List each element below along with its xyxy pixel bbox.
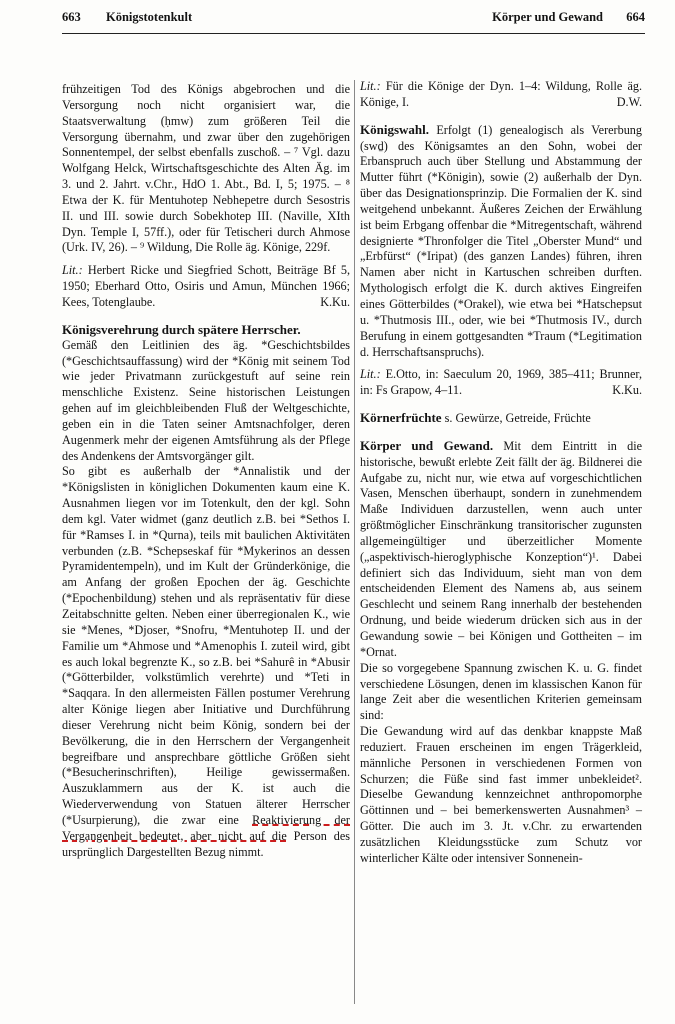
running-head-left: Königstotenkult	[106, 10, 193, 24]
author-signature: K.Ku.	[320, 294, 350, 309]
page-number-left: 663	[62, 10, 81, 24]
literature-block	[360, 367, 642, 399]
entry-paragraph: Gemäß den Leitlinien des äg. *Geschichtsbildes (*Geschichtsauffassung) wird der *König mit seinem Tod wie jeder Privatmann zurückgestuft auf seine rein menschliche Existenz. Seine historischen Leistungen gehen auf im gleichbleibenden Fluß der Weltgeschichte, geben ein in die Taten seiner Amtsnachfolger, deren Augenmerk mehr der eigenen Amtsführung als der Pflege des Andenkens der Amtsvorgänger gilt.	[62, 337, 350, 463]
entry-paragraph	[360, 122, 642, 361]
entry-text: So gibt es außerhalb der *Annalistik und der *Königslisten in königlichen Dokumenten kaum eine K. Ausnahmen liegen vor im Totenkult, den der kgl. Sohn dem kgl. Vater widmet (ganz deutlich z.B. bei *Sethos I. für *Ramses I. in *Qurna), teils mit baulichen Aktivitäten verbunden (z.B. *Schepseskaf für *Mykerinos an dessen Pyramidentempeln), und im Kult der Gründerkönige, die am Anfang der großen Epochen der äg. Geschichte (*Epochenbildung) stehen und als repräsentativ für diese Zeitabschnitte gelten. Neben einer überregionalen K., wie sie *Menes, *Djoser, *Snofru, *Mentuhotep II. und der Familie um *Ahmose und *Amenophis I. zuteil wird, gibt es auch lokal begrenzte K., so z.B. bei *Sahurê in *Abusir (*Götterbilder, volkstümlich verehrte) und *Teti in *Saqqara. In den allermeisten Fällen postumer Verehrung alter Könige liegen aber Initiative und Durchführung dieser Verehrung nicht beim König, sondern bei der Bevölkerung, die in den Herrschern der Vergangenheit begreifbare und ansprechbare göttliche Größen sieht (*Besucherinschriften), Heilige gewissermaßen. Auszuklammern aus der K. ist auch die Wiederverwendung von Statuen älterer Herrscher (*Usurpierung), die zwar eine	[62, 464, 350, 827]
left-column	[62, 82, 350, 861]
column-divider	[354, 80, 355, 1004]
literature-label: Lit.:	[360, 367, 381, 382]
literature-block	[62, 263, 350, 311]
author-signature: K.Ku.	[612, 383, 642, 398]
author-signature: D.W.	[616, 94, 642, 109]
literature-block	[360, 79, 642, 111]
literature-label: Lit.:	[62, 263, 83, 278]
entry-text: Person des ursprünglich Dargestellten Bezug nimmt.	[62, 828, 350, 859]
entry-paragraph: Die Gewandung wird auf das denkbar knappste Maß reduziert. Frauen erscheinen im engen Trägerkleid, männliche Personen in verschiedenen Formen von Schurzen; die Füße sind fast immer unbekleidet². Dieselbe Gewandung kennzeichnet anthropomorphe Göttinnen und – bei bemerkenswerten Ausnahmen³ – Götter. Die auch im 3. Jt. v.Chr. zu erwartenden zusätzlichen Kleidungsstücke zum Schutz vor winterlicher Kälte oder intensiver Sonnenein-	[360, 724, 642, 865]
page-number-right: 664	[626, 10, 645, 24]
entry-paragraph	[360, 438, 642, 661]
entry-paragraph	[62, 464, 350, 860]
entry-paragraph	[360, 410, 642, 427]
literature-text: E.Otto, in: Saeculum 20, 1969, 385–411; Brunner, in: Fs Grapow, 4–11.	[360, 367, 643, 398]
entry-paragraph: Die so vorgegebene Spannung zwischen K. u. G. findet verschiedene Lösungen, denen im klassischen Kanon für lange Zeit aber die wesentlichen Kriterien gemeinsam sind:	[360, 660, 642, 723]
entry-title: Königsverehrung durch spätere Herrscher.	[62, 321, 301, 337]
entry-title: Körnerfrüchte	[360, 410, 442, 426]
entry-title: Königswahl.	[360, 121, 429, 137]
literature-label: Lit.:	[360, 79, 381, 93]
literature-text: Herbert Ricke und Siegfried Schott, Beiträge Bf 5, 1950; Eberhard Otto, Osiris und Amun, München 1966; Kees, Totenglaube.	[62, 263, 351, 309]
running-header	[62, 10, 645, 30]
entry-title: Körper und Gewand.	[360, 437, 494, 453]
header-rule	[62, 33, 645, 34]
running-head-right: Körper und Gewand	[492, 10, 603, 24]
entry-text: Erfolgt (1) genealogisch als Vererbung (swḏ) des Königsamtes an den Sohn, wobei der Erbanspruch auch über Stellung und Abstammung der Mutter führt (*Königin), sowie (2) außerhalb der Dyn. über das Designationsprinzip. Die Formalien der K. sind weitgehend unbekannt. Äußeres Zeichen der Erwählung ist beim Erbgang offenbar die *Mitregentschaft, während designierte *Thronfolger die Titel „Oberster Mund“ und „Erbfürst“ (*Iripat) (des ganzen Landes) führen, ihren Namen aber nicht in Kartuschen schreiben durften. Mythologisch erfolgt die K. durch aktives Eingreifen eines Götterbildes (*Orakel), wie etwa bei *Hatschepsut u. *Thutmosis III., oder, wie bei *Thutmosis IV., durch Berufung in einem gottgesandten *Traum (*Legitimation d. Herrschaftsanspruchs).	[360, 122, 642, 359]
red-underlined-text: Reaktivierung der Vergangenheit bedeutet, aber nicht auf die	[62, 812, 350, 843]
literature-text: Für die Könige der Dyn. 1–4: Wildung, Rolle äg. Könige, I.	[360, 79, 643, 109]
entry-text: s. Gewürze, Getreide, Früchte	[444, 411, 591, 426]
right-column	[360, 79, 642, 867]
entry-text: Mit dem Eintritt in die historische, bewußt erlebte Zeit fällt der äg. Bildnerei die Aufgabe zu, nicht nur, wie etwa auf vorgeschichtlichen Vasen, Menschen überhaupt, sondern in zunehmendem Maße Individuen darzustellen, wenn auch unter größtmöglicher Einschränkung transitorischer zugunsten allgemeingültiger und überzeitlicher Momente („aspektivisch-hieroglyphische Konzeption“)¹. Dabei definiert sich das Individuum, sieht man von dem entscheidenden Element des Namens ab, aus seinem Geschlecht und seinem Rang innerhalb der bestehenden Ordnung, und beide wiederum drücken sich aus in der Gewandung sowie – bei Königen und Gottheiten – im *Ornat.	[360, 438, 643, 659]
footnotes-paragraph: frühzeitigen Tod des Königs abgebrochen und die Versorgung noch nicht organisiert war, die Staatsverwaltung (ḥmw) zum größeren Teil die Versorgung übernahm, und zwar über den zugehörigen Sonnentempel, der selbst ebenfalls zuschoß. – ⁷ Vgl. dazu Wolfgang Helck, Wirtschaftsgeschichte des Alten Äg. im 3. und 2. Jahrt. v.Chr., HdO 1. Abt., Bd. I, 5; 1975. – ⁸ Etwa der K. für Mentuhotep Nebhepetre durch Sesostris II. und III. sowie durch Sobekhotep III. (Naville, XIth Dyn. Temple I, 57ff.), oder für Tetischeri durch Ahmose (Urk. IV, 26). – ⁹ Wildung, Die Rolle äg. Könige, 229f.	[62, 82, 350, 255]
